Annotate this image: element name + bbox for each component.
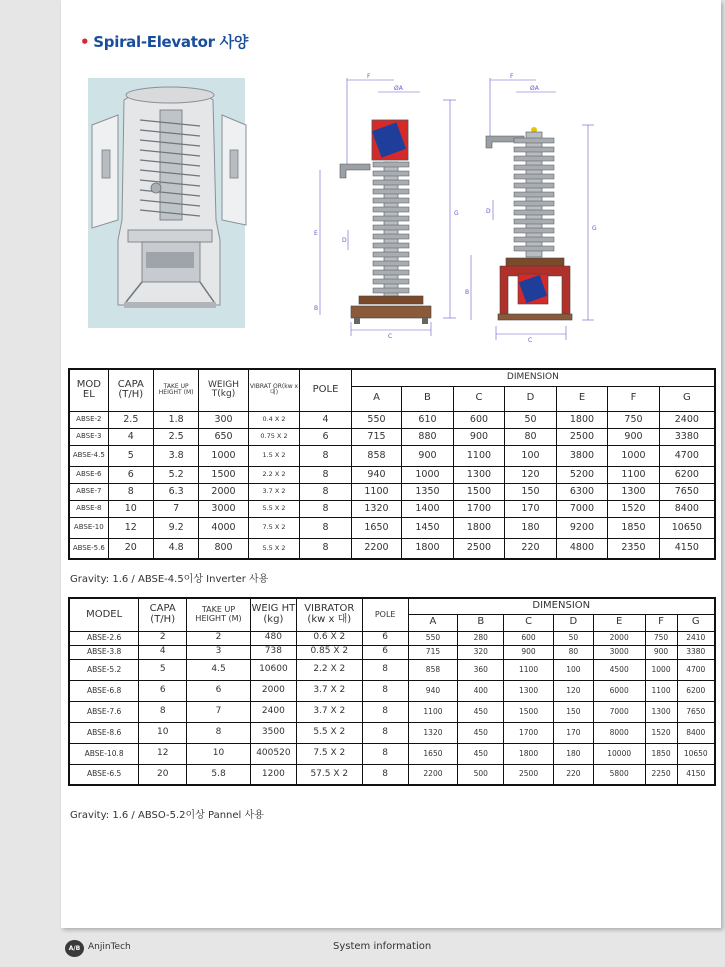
takeup-cell: 4.5 bbox=[187, 659, 251, 680]
table-row bbox=[69, 631, 715, 645]
capa-cell: 5 bbox=[108, 445, 153, 466]
dimension-cell: 6200 bbox=[677, 680, 715, 701]
model-cell: ABSE-5.6 bbox=[69, 538, 108, 559]
weight-cell: 3500 bbox=[250, 722, 296, 743]
dimension-cell: 8400 bbox=[659, 500, 715, 517]
dimension-cell: 8000 bbox=[593, 722, 645, 743]
weight-cell: 738 bbox=[250, 645, 296, 659]
col-header-vibrator: VIBRATOR (kw x 대) bbox=[296, 598, 362, 631]
elevator-photo bbox=[88, 78, 246, 328]
model-cell: ABSE-6.5 bbox=[69, 764, 139, 785]
col-header-takeup: TAKE UP HEIGHT (M) bbox=[153, 369, 198, 411]
front-dim-label: D bbox=[486, 208, 491, 215]
dimension-cell: 1320 bbox=[408, 722, 458, 743]
capa-cell: 2 bbox=[139, 631, 187, 645]
vibrator-cell: 5.5 X 2 bbox=[248, 500, 300, 517]
page-title bbox=[80, 31, 248, 52]
dimension-cell: 1520 bbox=[608, 500, 660, 517]
dimension-cell: 880 bbox=[402, 428, 454, 445]
vibrator-cell: 57.5 X 2 bbox=[296, 764, 362, 785]
side-dim-label: G bbox=[454, 210, 459, 217]
pole-cell: 8 bbox=[300, 517, 352, 538]
takeup-cell: 7 bbox=[153, 500, 198, 517]
dimension-cell: 715 bbox=[408, 645, 458, 659]
capa-cell: 8 bbox=[108, 483, 153, 500]
capa-cell: 10 bbox=[108, 500, 153, 517]
pole-cell: 8 bbox=[362, 680, 408, 701]
footer-brand: AnjinTech bbox=[88, 942, 131, 952]
dimension-cell: 940 bbox=[351, 466, 401, 483]
col-header-pole: POLE bbox=[362, 598, 408, 631]
dimension-cell: 180 bbox=[553, 743, 593, 764]
vibrator-cell: 3.7 X 2 bbox=[296, 701, 362, 722]
side-dim-label: D bbox=[342, 237, 347, 244]
vibrator-cell: 2.2 X 2 bbox=[248, 466, 300, 483]
dimension-cell: 2250 bbox=[645, 764, 677, 785]
takeup-cell: 8 bbox=[187, 722, 251, 743]
dimension-cell: 500 bbox=[458, 764, 504, 785]
dimension-cell: 900 bbox=[608, 428, 660, 445]
weight-cell: 300 bbox=[199, 411, 248, 428]
capa-cell: 8 bbox=[139, 701, 187, 722]
dimension-cell: 80 bbox=[553, 645, 593, 659]
pole-cell: 8 bbox=[362, 722, 408, 743]
dimension-cell: 2410 bbox=[677, 631, 715, 645]
dimension-cell: 600 bbox=[453, 411, 505, 428]
dimension-cell: 1520 bbox=[645, 722, 677, 743]
front-dim-label: ØA bbox=[530, 85, 539, 92]
takeup-cell: 7 bbox=[187, 701, 251, 722]
dimension-cell: 550 bbox=[408, 631, 458, 645]
vibrator-cell: 5.5 X 2 bbox=[248, 538, 300, 559]
vibrator-cell: 0.85 X 2 bbox=[296, 645, 362, 659]
col-header-dim: B bbox=[458, 614, 504, 631]
takeup-cell: 9.2 bbox=[153, 517, 198, 538]
weight-cell: 4000 bbox=[199, 517, 248, 538]
pole-cell: 8 bbox=[362, 701, 408, 722]
col-header-dim: D bbox=[505, 386, 557, 411]
col-header-takeup: TAKE UP HEIGHT (M) bbox=[187, 598, 251, 631]
table-row bbox=[69, 764, 715, 785]
dimension-cell: 1850 bbox=[608, 517, 660, 538]
col-header-dim: C bbox=[453, 386, 505, 411]
spec-table-1-body bbox=[69, 411, 715, 559]
dimension-cell: 610 bbox=[402, 411, 454, 428]
dimension-cell: 1100 bbox=[504, 659, 554, 680]
dimension-cell: 1500 bbox=[453, 483, 505, 500]
col-header-weight: WEIG HT (kg) bbox=[250, 598, 296, 631]
table-row bbox=[69, 743, 715, 764]
model-cell: ABSE-6 bbox=[69, 466, 108, 483]
table-row bbox=[69, 500, 715, 517]
dimension-cell: 3800 bbox=[556, 445, 608, 466]
pole-cell: 8 bbox=[300, 445, 352, 466]
dimension-cell: 1100 bbox=[645, 680, 677, 701]
vibrator-cell: 3.7 X 2 bbox=[248, 483, 300, 500]
pole-cell: 8 bbox=[300, 483, 352, 500]
dimension-cell: 10000 bbox=[593, 743, 645, 764]
note-inverter: Gravity: 1.6 / ABSE-4.5이상 Inverter 사용 bbox=[70, 574, 269, 585]
table-row bbox=[69, 517, 715, 538]
dimension-cell: 900 bbox=[645, 645, 677, 659]
side-view-drawing bbox=[314, 73, 459, 340]
col-header-capa: CAPA (T/H) bbox=[139, 598, 187, 631]
pole-cell: 6 bbox=[362, 645, 408, 659]
dimension-cell: 1650 bbox=[351, 517, 401, 538]
capa-cell: 6 bbox=[108, 466, 153, 483]
spec-table-2-body bbox=[69, 631, 715, 785]
dimension-cell: 80 bbox=[505, 428, 557, 445]
front-dim-label: G bbox=[592, 225, 597, 232]
spec-table-1 bbox=[68, 368, 716, 560]
col-header-model: MOD EL bbox=[69, 369, 108, 411]
col-header-dim: E bbox=[593, 614, 645, 631]
dimension-cell: 2000 bbox=[593, 631, 645, 645]
table-row bbox=[69, 411, 715, 428]
dimension-cell: 120 bbox=[553, 680, 593, 701]
col-header-capa: CAPA (T/H) bbox=[108, 369, 153, 411]
weight-cell: 3000 bbox=[199, 500, 248, 517]
side-dim-label: E bbox=[314, 230, 318, 237]
dimension-cell: 170 bbox=[505, 500, 557, 517]
pole-cell: 8 bbox=[362, 764, 408, 785]
dimension-cell: 2500 bbox=[504, 764, 554, 785]
dimension-cell: 5800 bbox=[593, 764, 645, 785]
page-title-text: Spiral-Elevator 사양 bbox=[93, 33, 249, 51]
col-header-model: MODEL bbox=[69, 598, 139, 631]
capa-cell: 4 bbox=[139, 645, 187, 659]
dimension-cell: 3380 bbox=[659, 428, 715, 445]
weight-cell: 1200 bbox=[250, 764, 296, 785]
takeup-cell: 6 bbox=[187, 680, 251, 701]
vibrator-cell: 7.5 X 2 bbox=[248, 517, 300, 538]
dimension-cell: 1100 bbox=[453, 445, 505, 466]
model-cell: ABSE-10.8 bbox=[69, 743, 139, 764]
anjintech-logo-icon: A/B bbox=[65, 940, 84, 957]
col-header-dim: E bbox=[556, 386, 608, 411]
dimension-cell: 1000 bbox=[402, 466, 454, 483]
dimension-cell: 6300 bbox=[556, 483, 608, 500]
dimension-cell: 550 bbox=[351, 411, 401, 428]
weight-cell: 2400 bbox=[250, 701, 296, 722]
dimension-cell: 100 bbox=[505, 445, 557, 466]
capa-cell: 4 bbox=[108, 428, 153, 445]
dimension-cell: 1100 bbox=[351, 483, 401, 500]
weight-cell: 2000 bbox=[199, 483, 248, 500]
takeup-cell: 4.8 bbox=[153, 538, 198, 559]
col-header-dimension: DIMENSION bbox=[408, 598, 715, 614]
note-pannel: Gravity: 1.6 / ABSO-5.2이상 Pannel 사용 bbox=[70, 810, 264, 821]
vibrator-cell: 0.4 X 2 bbox=[248, 411, 300, 428]
col-header-dim: G bbox=[659, 386, 715, 411]
col-header-dim: B bbox=[402, 386, 454, 411]
dimension-cell: 900 bbox=[402, 445, 454, 466]
dimension-cell: 360 bbox=[458, 659, 504, 680]
model-cell: ABSE-7.6 bbox=[69, 701, 139, 722]
takeup-cell: 1.8 bbox=[153, 411, 198, 428]
dimension-cell: 2200 bbox=[351, 538, 401, 559]
dimension-cell: 715 bbox=[351, 428, 401, 445]
table-row bbox=[69, 701, 715, 722]
dimension-cell: 1800 bbox=[504, 743, 554, 764]
dimension-cell: 1350 bbox=[402, 483, 454, 500]
dimension-cell: 858 bbox=[408, 659, 458, 680]
dimension-cell: 1400 bbox=[402, 500, 454, 517]
dimension-cell: 1000 bbox=[608, 445, 660, 466]
weight-cell: 2000 bbox=[250, 680, 296, 701]
takeup-cell: 3.8 bbox=[153, 445, 198, 466]
dimension-cell: 10650 bbox=[677, 743, 715, 764]
dimension-cell: 4500 bbox=[593, 659, 645, 680]
capa-cell: 6 bbox=[139, 680, 187, 701]
dimension-cell: 1300 bbox=[453, 466, 505, 483]
dimension-cell: 4150 bbox=[677, 764, 715, 785]
dimension-cell: 1450 bbox=[402, 517, 454, 538]
equipment-figures bbox=[88, 70, 608, 350]
table-row bbox=[69, 428, 715, 445]
dimension-cell: 150 bbox=[505, 483, 557, 500]
weight-cell: 800 bbox=[199, 538, 248, 559]
weight-cell: 10600 bbox=[250, 659, 296, 680]
takeup-cell: 2 bbox=[187, 631, 251, 645]
dimension-cell: 10650 bbox=[659, 517, 715, 538]
table-row bbox=[69, 645, 715, 659]
table-row bbox=[69, 538, 715, 559]
capa-cell: 10 bbox=[139, 722, 187, 743]
dimension-cell: 170 bbox=[553, 722, 593, 743]
dimension-cell: 7650 bbox=[677, 701, 715, 722]
pole-cell: 8 bbox=[300, 538, 352, 559]
table-row bbox=[69, 483, 715, 500]
dimension-cell: 6000 bbox=[593, 680, 645, 701]
pole-cell: 6 bbox=[362, 631, 408, 645]
col-header-dim: A bbox=[408, 614, 458, 631]
table-row bbox=[69, 466, 715, 483]
dimension-cell: 1650 bbox=[408, 743, 458, 764]
vibrator-cell: 0.6 X 2 bbox=[296, 631, 362, 645]
table-row bbox=[69, 680, 715, 701]
side-dim-label: B bbox=[314, 305, 319, 312]
vibrator-cell: 0.75 X 2 bbox=[248, 428, 300, 445]
dimension-cell: 3000 bbox=[593, 645, 645, 659]
pole-cell: 8 bbox=[362, 743, 408, 764]
model-cell: ABSE-3 bbox=[69, 428, 108, 445]
pole-cell: 6 bbox=[300, 428, 352, 445]
col-header-vibrator: VIBRAT OR(kw x 대) bbox=[248, 369, 300, 411]
model-cell: ABSE-6.8 bbox=[69, 680, 139, 701]
dimension-cell: 1800 bbox=[453, 517, 505, 538]
dimension-cell: 3380 bbox=[677, 645, 715, 659]
dimension-cell: 1800 bbox=[402, 538, 454, 559]
dimension-cell: 9200 bbox=[556, 517, 608, 538]
col-header-dim: A bbox=[351, 386, 401, 411]
takeup-cell: 5.8 bbox=[187, 764, 251, 785]
dimension-cell: 2350 bbox=[608, 538, 660, 559]
dimension-cell: 1500 bbox=[504, 701, 554, 722]
dimension-cell: 1700 bbox=[453, 500, 505, 517]
capa-cell: 2.5 bbox=[108, 411, 153, 428]
capa-cell: 20 bbox=[139, 764, 187, 785]
model-cell: ABSE-8 bbox=[69, 500, 108, 517]
footer-section-title: System information bbox=[333, 941, 432, 952]
dimension-cell: 2500 bbox=[453, 538, 505, 559]
dimension-cell: 450 bbox=[458, 743, 504, 764]
weight-cell: 1000 bbox=[199, 445, 248, 466]
model-cell: ABSE-8.6 bbox=[69, 722, 139, 743]
dimension-cell: 600 bbox=[504, 631, 554, 645]
model-cell: ABSE-7 bbox=[69, 483, 108, 500]
col-header-dim: F bbox=[608, 386, 660, 411]
dimension-cell: 6200 bbox=[659, 466, 715, 483]
dimension-cell: 50 bbox=[505, 411, 557, 428]
dimension-cell: 858 bbox=[351, 445, 401, 466]
dimension-cell: 4700 bbox=[659, 445, 715, 466]
takeup-cell: 10 bbox=[187, 743, 251, 764]
dimension-cell: 2200 bbox=[408, 764, 458, 785]
title-bullet-icon: • bbox=[80, 33, 90, 51]
table-row bbox=[69, 659, 715, 680]
dimension-cell: 8400 bbox=[677, 722, 715, 743]
dimension-cell: 180 bbox=[505, 517, 557, 538]
front-dim-label: F bbox=[510, 73, 514, 80]
dimension-cell: 7000 bbox=[593, 701, 645, 722]
dimension-cell: 1300 bbox=[504, 680, 554, 701]
dimension-cell: 220 bbox=[553, 764, 593, 785]
vibrator-cell: 5.5 X 2 bbox=[296, 722, 362, 743]
pole-cell: 4 bbox=[300, 411, 352, 428]
dimension-cell: 50 bbox=[553, 631, 593, 645]
dimension-cell: 4150 bbox=[659, 538, 715, 559]
front-view-drawing bbox=[465, 73, 597, 344]
dimension-cell: 450 bbox=[458, 701, 504, 722]
col-header-dim: F bbox=[645, 614, 677, 631]
dimension-cell: 750 bbox=[645, 631, 677, 645]
col-header-dimension: DIMENSION bbox=[351, 369, 715, 386]
weight-cell: 400520 bbox=[250, 743, 296, 764]
model-cell: ABSE-10 bbox=[69, 517, 108, 538]
takeup-cell: 3 bbox=[187, 645, 251, 659]
dimension-cell: 5200 bbox=[556, 466, 608, 483]
dimension-cell: 2400 bbox=[659, 411, 715, 428]
dimension-cell: 7650 bbox=[659, 483, 715, 500]
dimension-cell: 320 bbox=[458, 645, 504, 659]
dimension-cell: 100 bbox=[553, 659, 593, 680]
side-dim-label: ØA bbox=[394, 85, 403, 92]
model-cell: ABSE-5.2 bbox=[69, 659, 139, 680]
col-header-dim: C bbox=[504, 614, 554, 631]
weight-cell: 650 bbox=[199, 428, 248, 445]
pole-cell: 8 bbox=[300, 466, 352, 483]
front-dim-label: B bbox=[465, 289, 470, 296]
takeup-cell: 2.5 bbox=[153, 428, 198, 445]
dimension-cell: 1100 bbox=[408, 701, 458, 722]
capa-cell: 5 bbox=[139, 659, 187, 680]
dimension-cell: 2500 bbox=[556, 428, 608, 445]
takeup-cell: 5.2 bbox=[153, 466, 198, 483]
dimension-cell: 1850 bbox=[645, 743, 677, 764]
dimension-cell: 400 bbox=[458, 680, 504, 701]
dimension-cell: 4800 bbox=[556, 538, 608, 559]
dimension-cell: 900 bbox=[504, 645, 554, 659]
dimension-cell: 280 bbox=[458, 631, 504, 645]
table-row bbox=[69, 445, 715, 466]
pole-cell: 8 bbox=[300, 500, 352, 517]
dimension-cell: 1300 bbox=[608, 483, 660, 500]
capa-cell: 12 bbox=[108, 517, 153, 538]
model-cell: ABSE-2 bbox=[69, 411, 108, 428]
dimension-cell: 1800 bbox=[556, 411, 608, 428]
col-header-pole: POLE bbox=[300, 369, 352, 411]
vibrator-cell: 7.5 X 2 bbox=[296, 743, 362, 764]
col-header-weight: WEIGH T(kg) bbox=[199, 369, 248, 411]
vibrator-cell: 1.5 X 2 bbox=[248, 445, 300, 466]
dimension-cell: 150 bbox=[553, 701, 593, 722]
dimension-cell: 1700 bbox=[504, 722, 554, 743]
spec-table-2 bbox=[68, 597, 716, 786]
dimension-cell: 1300 bbox=[645, 701, 677, 722]
weight-cell: 1500 bbox=[199, 466, 248, 483]
model-cell: ABSE-2.6 bbox=[69, 631, 139, 645]
dimension-cell: 450 bbox=[458, 722, 504, 743]
dimension-cell: 940 bbox=[408, 680, 458, 701]
dimension-cell: 4700 bbox=[677, 659, 715, 680]
dimension-cell: 750 bbox=[608, 411, 660, 428]
side-dim-label: F bbox=[367, 73, 371, 80]
capa-cell: 12 bbox=[139, 743, 187, 764]
dimension-cell: 1320 bbox=[351, 500, 401, 517]
takeup-cell: 6.3 bbox=[153, 483, 198, 500]
dimension-cell: 1000 bbox=[645, 659, 677, 680]
model-cell: ABSE-3.8 bbox=[69, 645, 139, 659]
vibrator-cell: 3.7 X 2 bbox=[296, 680, 362, 701]
model-cell: ABSE-4.5 bbox=[69, 445, 108, 466]
side-dim-label: C bbox=[388, 333, 393, 340]
dimension-cell: 120 bbox=[505, 466, 557, 483]
front-dim-label: C bbox=[528, 337, 533, 344]
vibrator-cell: 2.2 X 2 bbox=[296, 659, 362, 680]
dimension-cell: 1100 bbox=[608, 466, 660, 483]
table-row bbox=[69, 722, 715, 743]
dimension-cell: 7000 bbox=[556, 500, 608, 517]
capa-cell: 20 bbox=[108, 538, 153, 559]
dimension-cell: 220 bbox=[505, 538, 557, 559]
pole-cell: 8 bbox=[362, 659, 408, 680]
col-header-dim: G bbox=[677, 614, 715, 631]
dimension-cell: 900 bbox=[453, 428, 505, 445]
col-header-dim: D bbox=[553, 614, 593, 631]
weight-cell: 480 bbox=[250, 631, 296, 645]
